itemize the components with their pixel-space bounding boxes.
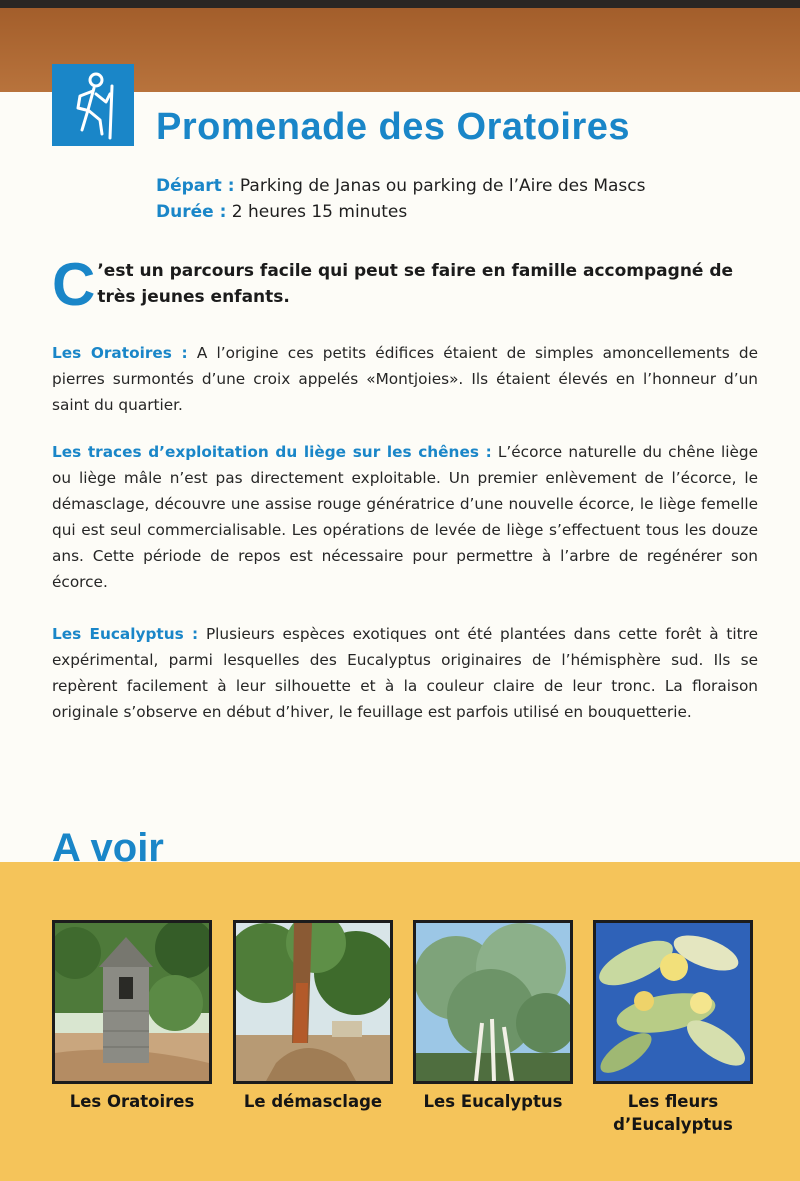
photo-caption — [588, 1090, 758, 1136]
depart-line — [156, 176, 645, 196]
section-label: Les Eucalyptus : — [52, 625, 199, 643]
section-text: Plusieurs espèces exotiques ont été plantées dans cette forêt à titre expérimental, parmi lesquelles des Eucalyptus originaires de l’hémisphère sud. Ils se repèrent facilement à leur silhouette et à la couleur claire de leur tronc. La floraison originale s’observe en début d’hiver, le feuillage est parfois utilisé en bouquetterie. — [52, 625, 759, 721]
a-voir-heading: A voir — [52, 826, 164, 870]
depart-label: Départ : — [156, 176, 235, 196]
photo-caption: Le démasclage — [243, 1092, 383, 1111]
drop-cap: C — [52, 251, 96, 318]
photo-eucalyptus — [413, 920, 573, 1084]
photo-fleurs-eucalyptus — [593, 920, 753, 1084]
photo-demasclage — [233, 920, 393, 1084]
photo-caption: Les Eucalyptus — [423, 1092, 563, 1111]
duree-label: Durée : — [156, 202, 227, 222]
duree-line — [156, 202, 407, 222]
top-edge — [0, 0, 800, 8]
section-liege — [52, 439, 758, 595]
hiker-icon — [52, 64, 134, 146]
section-text: A l’origine ces petits édifices étaient de simples amoncellements de pierres surmontés d’une croix appelés «Montjoies». Ils étaient élevés en l’honneur d’un saint du quartier. — [52, 344, 758, 414]
photo-oratoires — [52, 920, 212, 1084]
section-oratoires — [52, 340, 758, 418]
section-label: Les traces d’exploitation du liège sur les chênes : — [52, 443, 492, 461]
section-label: Les Oratoires : — [52, 344, 188, 362]
section-text: L’écorce naturelle du chêne liège ou liège mâle n’est pas directement exploitable. Un premier enlèvement de l’écorce, le démasclage, découvre une assise rouge génératrice d’une nouvelle écorce, le liège femelle qui est seul commercialisable. Les opérations de levée de liège s’effectuent tous les douze ans. Cette période de repos est nécessaire pour permettre à l’arbre de regénérer son écorce. — [52, 443, 759, 591]
duree-value: 2 heures 15 minutes — [231, 202, 408, 222]
photo-caption: Les Oratoires — [69, 1092, 195, 1111]
photo-caption-line: d’Eucalyptus — [613, 1115, 733, 1134]
intro-paragraph — [52, 251, 758, 318]
intro-text: ’est un parcours facile qui peut se faire en famille accompagné de très jeunes enfants. — [97, 261, 734, 307]
photo-caption-line: Les fleurs — [627, 1092, 719, 1111]
section-eucalyptus — [52, 621, 758, 725]
page-title: Promenade des Oratoires — [156, 106, 631, 148]
depart-value: Parking de Janas ou parking de l’Aire des Mascs — [239, 176, 646, 196]
